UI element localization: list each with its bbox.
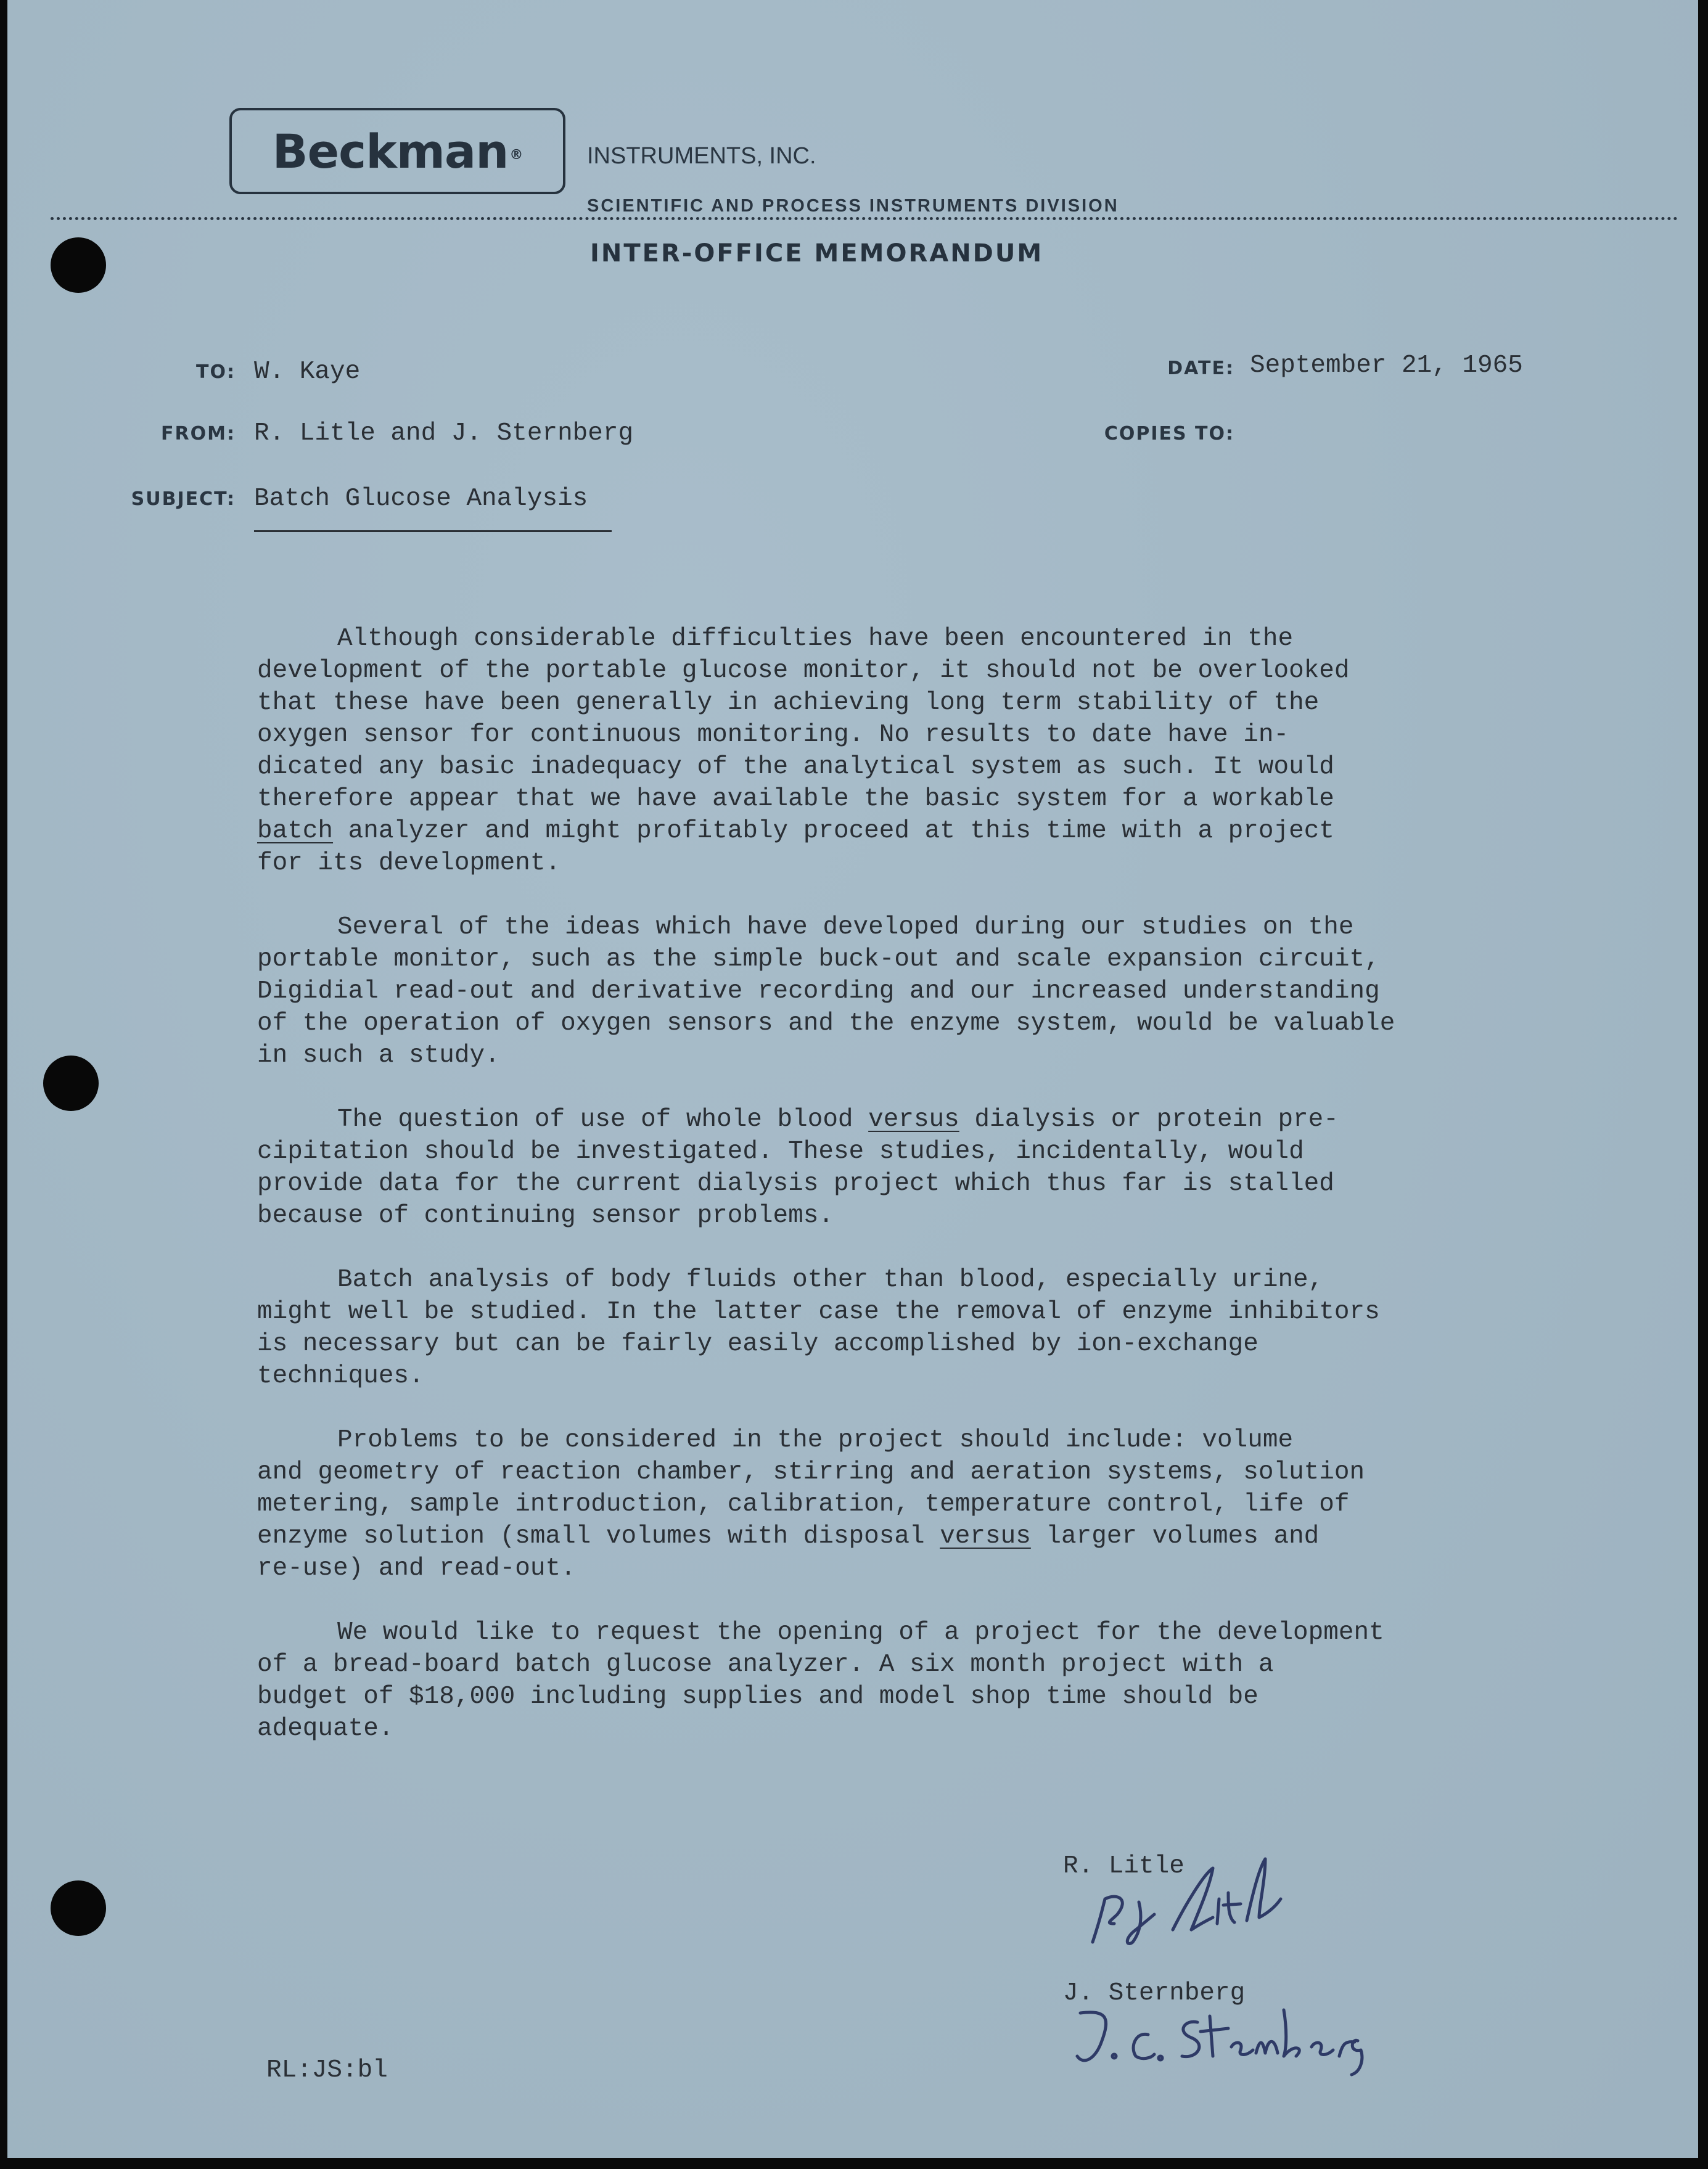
- memo-page: [7, 0, 1698, 2158]
- beckman-logo: [229, 108, 565, 194]
- signer-1-name: R. Litle: [1063, 1852, 1185, 1880]
- typist-initials: RL:JS:bl: [266, 2056, 388, 2085]
- paragraph-5: Problems to be considered in the project should include: volume and geometry of reaction chamber, stirring and aeration systems, solution metering, sample introduction, calibration, temperature control, life of enzyme solution (small volumes with disposal versus larger volumes and re-use) and read-out.: [257, 1426, 1365, 1583]
- punch-hole-bottom: [51, 1880, 106, 1936]
- dotted-divider: [51, 217, 1678, 220]
- paragraph-1: Although considerable difficulties have been encountered in the development of the portable glucose monitor, it should not be overlooked that these have been generally in achieving long term stability of the oxygen sensor for continuous monitoring. No results to date have in- dicated any basic inadequacy of the analytical system as such. It would therefore appear that we have available the basic system for a workable batch analyzer and might profitably proceed at this time with a project for its development.: [257, 625, 1350, 877]
- punch-hole-top: [51, 237, 106, 293]
- paragraph-4: Batch analysis of body fluids other than blood, especially urine, might well be studied. In the latter case the removal of enzyme inhibitors is necessary but can be fairly easily accomplished by ion-exchange techniques.: [257, 1266, 1380, 1390]
- memo-body: [257, 623, 1527, 1777]
- paragraph-3: The question of use of whole blood versus dialysis or protein pre- cipitation should be investigated. These studies, incidentally, would provide data for the current dialysis project which thus far is stalled because of continuing sensor problems.: [257, 1105, 1339, 1230]
- date-label: DATE:: [1167, 358, 1234, 379]
- subject-underline: [254, 530, 612, 532]
- division-name: SCIENTIFIC AND PROCESS INSTRUMENTS DIVISION: [587, 196, 1119, 216]
- registered-mark: ®: [509, 147, 523, 163]
- from-label: FROM:: [161, 423, 236, 445]
- signature-1-handwritten: [1080, 1856, 1284, 1948]
- copies-label: COPIES TO:: [1104, 423, 1234, 445]
- to-label: TO:: [196, 361, 236, 383]
- paragraph-6: We would like to request the opening of a project for the development of a bread-board batch glucose analyzer. A six month project with a budget of $18,000 including supplies and model shop time should be adequate.: [257, 1618, 1384, 1743]
- subject-value: Batch Glucose Analysis: [254, 485, 588, 513]
- paragraph-2: Several of the ideas which have developed during our studies on the portable monitor, such as the simple buck-out and scale expansion circuit, Digidial read-out and derivative recording and our increased understanding of the operation of oxygen sensors and the enzyme system, would be valuable in such a study.: [257, 913, 1395, 1070]
- subject-label: SUBJECT:: [131, 488, 236, 510]
- from-value: R. Litle and J. Sternberg: [254, 419, 634, 448]
- signer-2-name: J. Sternberg: [1063, 1979, 1246, 2007]
- to-value: W. Kaye: [254, 358, 361, 386]
- logo-text: Beckman: [272, 123, 509, 179]
- memo-title: INTER-OFFICE MEMORANDUM: [590, 239, 1044, 268]
- company-name: INSTRUMENTS, INC.: [587, 143, 816, 169]
- punch-hole-middle: [43, 1056, 99, 1111]
- signature-2-handwritten: [1068, 1998, 1376, 2078]
- date-value: September 21, 1965: [1250, 351, 1523, 380]
